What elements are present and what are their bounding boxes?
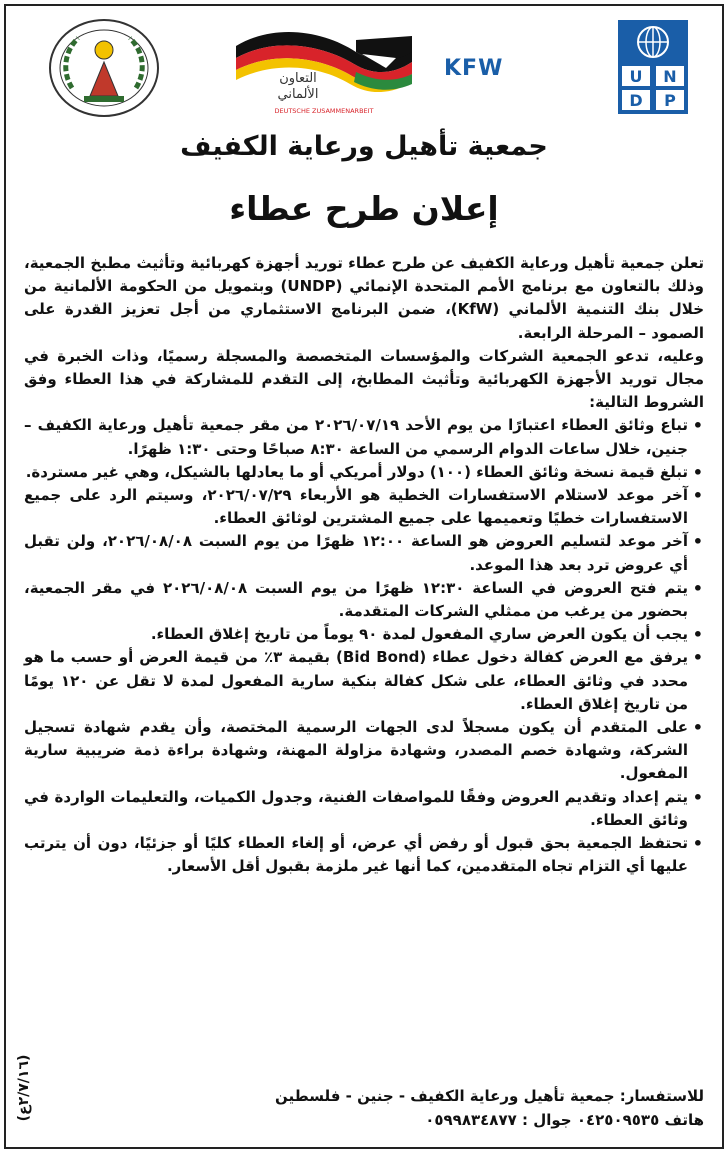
tender-announcement [4, 4, 724, 1149]
german-cooperation-logo [236, 22, 412, 118]
invitation-paragraph: وعليه، تدعو الجمعية الشركات والمؤسسات المتخصصة والمسجلة رسميًا، وذات الخبرة في مجال توريد الأجهزة الكهربائية وتأثيث المطابخ، إلى التقدم للمشاركة في هذا العطاء وفق الشروط التالية: [24, 346, 704, 412]
condition-item: • تبلغ قيمة نسخة وثائق العطاء (١٠٠) دولار أمريكي أو ما يعادلها بالشيكل، وهي غير مستردة. [24, 461, 688, 484]
condition-item: • آخر موعد لاستلام الاستفسارات الخطية هو الأربعاء ٢٠٢٦/٠٧/٢٩، وسيتم الرد على جميع الاستفسارات خطيًا وتعميمها على جميع المشترين لوثائق العطاء. [24, 484, 688, 530]
tender-title: إعلان طرح عطاء [229, 189, 499, 228]
undp-letter-n: N [663, 67, 677, 86]
reference-code [12, 1042, 36, 1142]
contact-phone: هاتف ٠٤٢٥٠٩٥٣٥ جوال : ٠٥٩٩٨٣٤٨٧٧ [425, 1111, 704, 1129]
announcement-body [24, 252, 704, 878]
condition-item: • يجب أن يكون العرض ساري المفعول لمدة ٩٠ يوماً من تاريخ إغلاق العطاء. [24, 623, 688, 646]
intro-paragraph: تعلن جمعية تأهيل ورعاية الكفيف عن طرح عطاء توريد أجهزة كهربائية وتأثيث مطبخ الجمعية، وذلك بالتعاون مع برنامج الأمم المتحدة الإنمائي (UNDP) وبتمويل من الحكومة الألمانية من خلال بنك التنمية الألماني (KfW)، ضمن البرنامج الاستثماري من أجل تعزيز القدرة على الصمود – المرحلة الرابعة. [24, 254, 705, 342]
contact-info [106, 1084, 704, 1132]
undp-letter-p: P [664, 91, 676, 110]
conditions-list [24, 414, 704, 878]
condition-item: • تحتفظ الجمعية بحق قبول أو رفض أي عرض، أو إلغاء العطاء كليًا أو جزئيًا، دون أن يترتب عليها أي التزام تجاه المتقدمين، كما أنها غير ملزمة بقبول أقل الأسعار. [24, 832, 688, 878]
organization-title: جمعية تأهيل ورعاية الكفيف [180, 131, 548, 162]
giz-line-2: الألماني [277, 87, 319, 102]
condition-item: • يتم إعداد وتقديم العروض وفقًا للمواصفات الفنية، وجدول الكميات، والتعليمات الواردة في وثائق العطاء. [24, 786, 688, 832]
contact-address: للاستفسار: جمعية تأهيل ورعاية الكفيف - جنين - فلسطين [274, 1087, 704, 1105]
giz-tagline: DEUTSCHE ZUSAMMENARBEIT [274, 107, 374, 115]
condition-item: • يرفق مع العرض كفالة دخول عطاء (Bid Bond) بقيمة ٣٪ من قيمة العرض أو حسب ما هو محدد في وثائق العطاء، على شكل كفالة بنكية سارية المفعول لمدة لا تقل عن ١٢٠ يومًا من تاريخ إغلاق العطاء. [24, 646, 688, 716]
association-seal-logo [48, 18, 160, 118]
condition-item: • يتم فتح العروض في الساعة ١٢:٣٠ ظهرًا من يوم السبت ٢٠٢٦/٠٨/٠٨ في مقر الجمعية، بحضور من يرغب من ممثلي الشركات المتقدمة. [24, 577, 688, 623]
reference-code-text: (٢/٧/١٦ع) [16, 1054, 32, 1122]
kfw-logo: KFW [444, 56, 504, 81]
condition-item: • على المتقدم أن يكون مسجلاً لدى الجهات الرسمية المختصة، وأن يقدم شهادة تسجيل الشركة، وشهادة خصم المصدر، وشهادة مزاولة المهنة، وشهادة براءة ذمة ضريبية سارية المفعول. [24, 716, 688, 786]
logo-bar [16, 14, 712, 118]
undp-letter-u: U [629, 67, 643, 86]
giz-line-1: التعاون [279, 71, 317, 86]
undp-logo [618, 20, 688, 114]
undp-letter-d: D [629, 91, 643, 110]
condition-item: • تباع وثائق العطاء اعتبارًا من يوم الأحد ٢٠٢٦/٠٧/١٩ من مقر جمعية تأهيل ورعاية الكفيف – جنين، خلال ساعات الدوام الرسمي من الساعة ٨:٣٠ صباحًا وحتى ١:٣٠ ظهرًا. [24, 414, 688, 460]
condition-item: • آخر موعد لتسليم العروض هو الساعة ١٢:٠٠ ظهرًا من يوم السبت ٢٠٢٦/٠٨/٠٨، ولن تقبل أي عروض ترد بعد هذا الموعد. [24, 530, 688, 576]
